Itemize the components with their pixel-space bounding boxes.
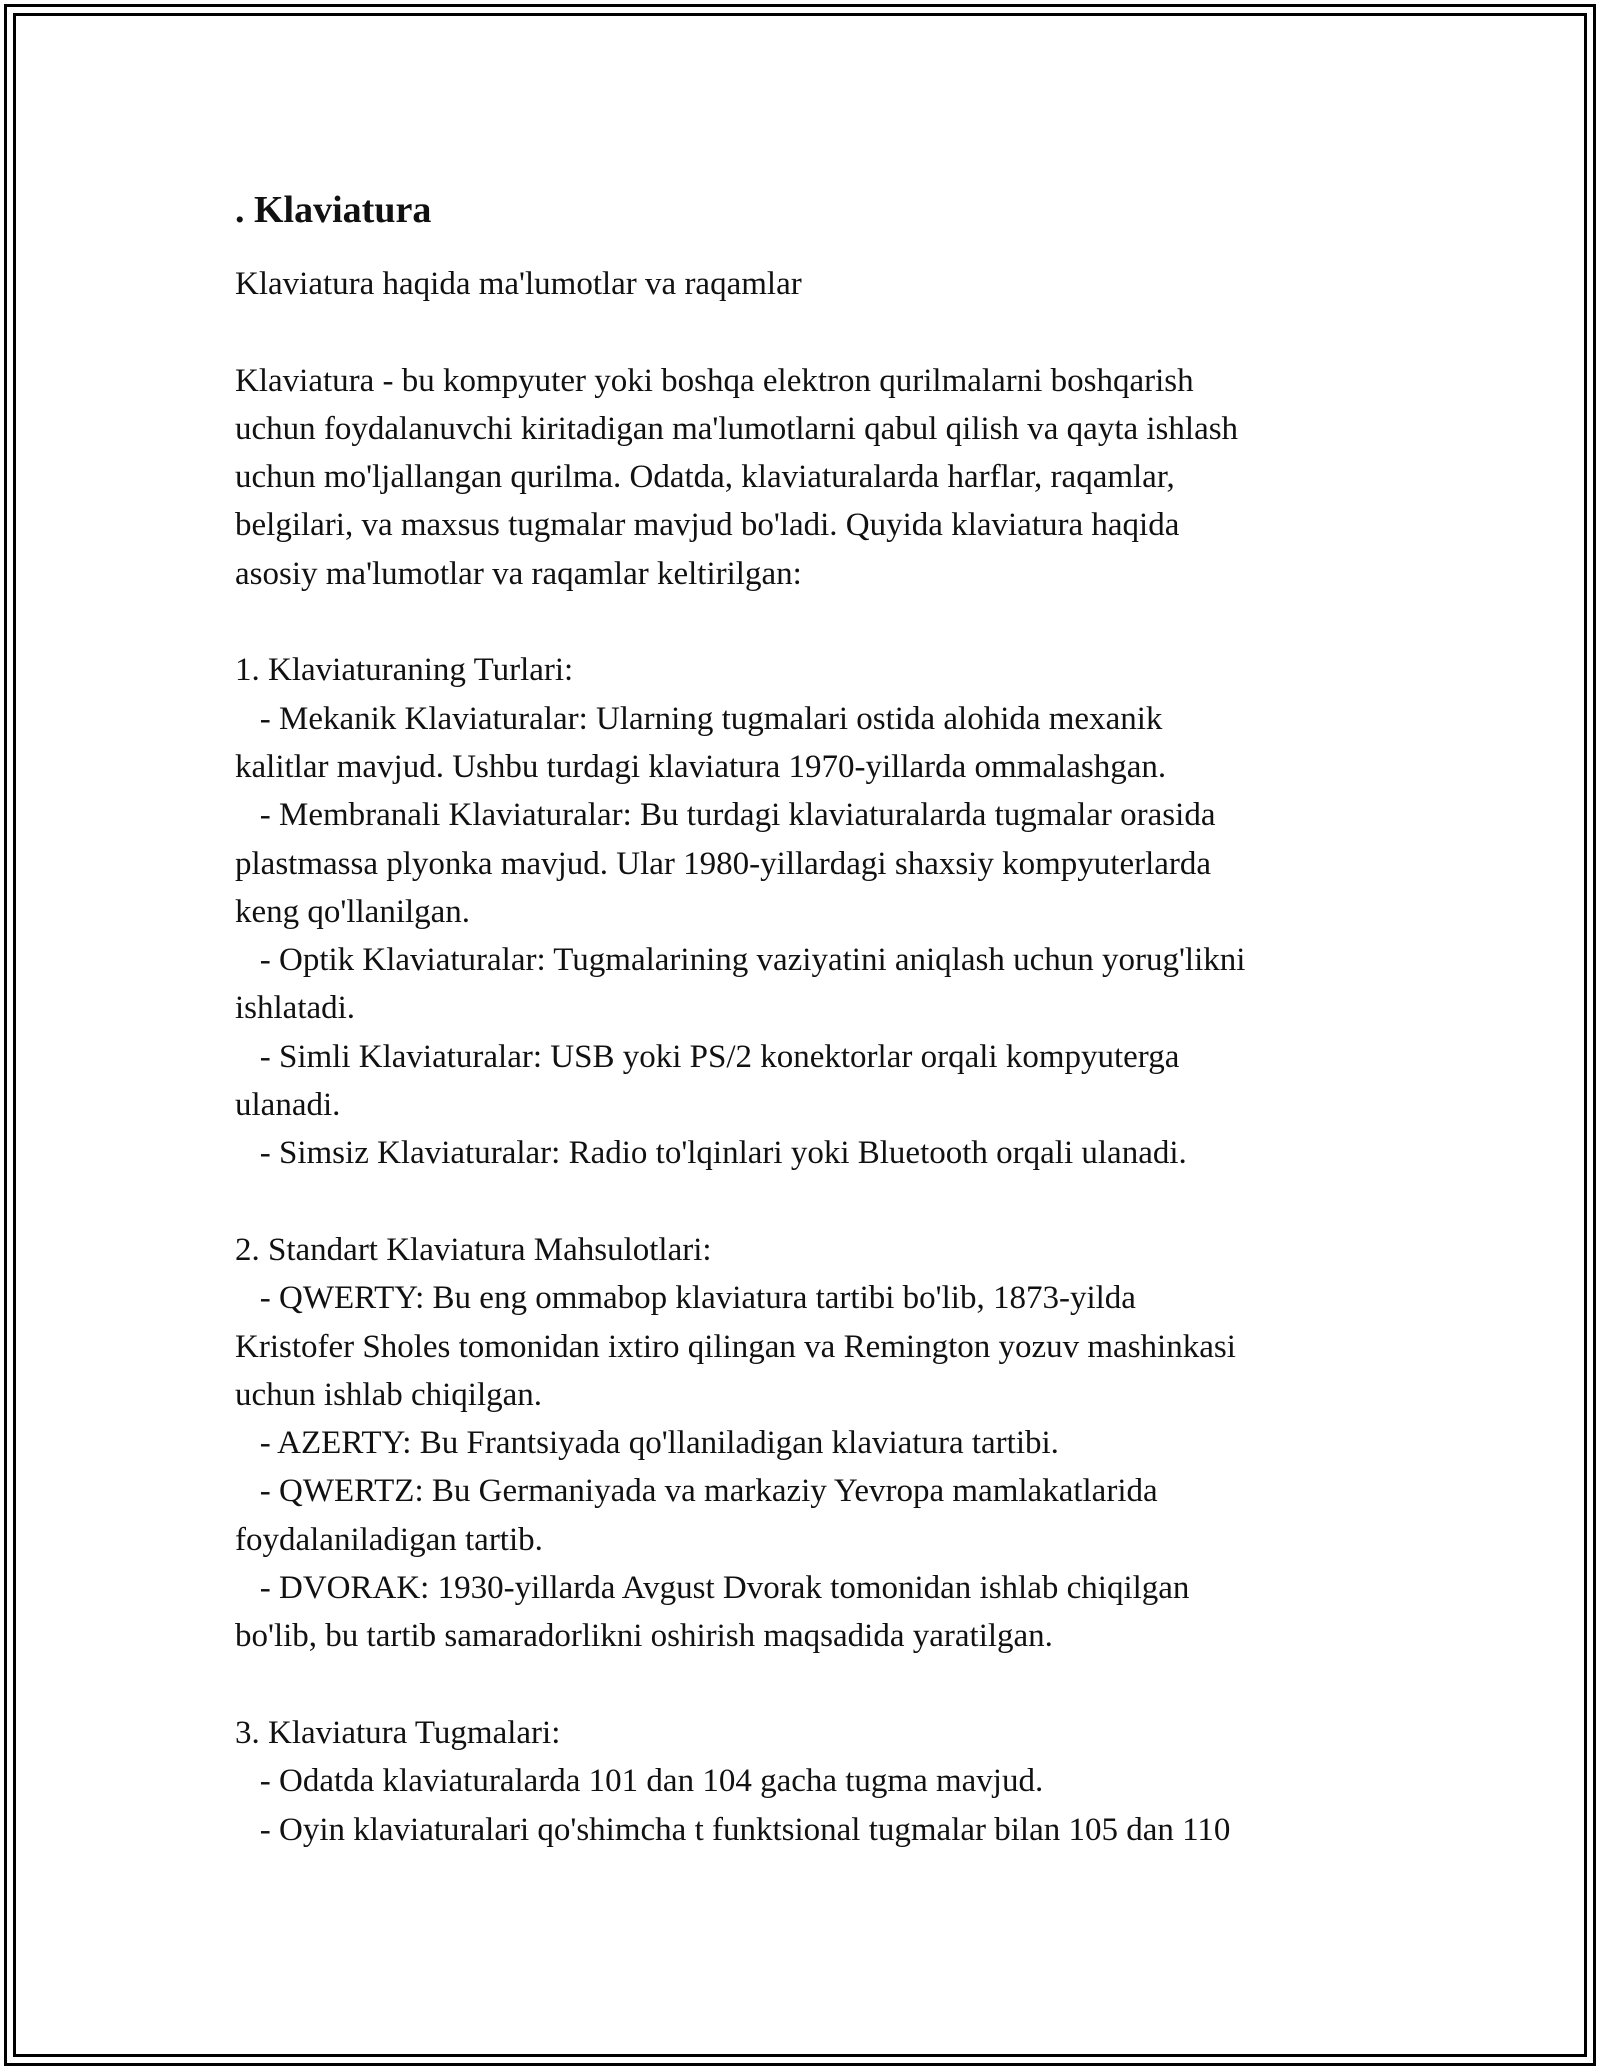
- text-line: 2. Standart Klaviatura Mahsulotlari:: [235, 1231, 712, 1268]
- text-line: - QWERTY: Bu eng ommabop klaviatura tartibi bo'lib, 1873-yilda: [235, 1280, 1136, 1317]
- text-line: asosiy ma'lumotlar va raqamlar keltirilgan:: [235, 555, 802, 592]
- text-line: Klaviatura haqida ma'lumotlar va raqamlar: [235, 266, 802, 302]
- text-line: uchun mo'ljallangan qurilma. Odatda, klaviaturalarda harflar, raqamlar,: [235, 459, 1175, 496]
- text-line: keng qo'llanilgan.: [235, 893, 471, 930]
- text-line: ishlatadi.: [235, 990, 356, 1027]
- text-line: Klaviatura - bu kompyuter yoki boshqa elektron qurilmalarni boshqarish: [235, 362, 1194, 399]
- text-line: uchun ishlab chiqilgan.: [235, 1376, 543, 1413]
- text-line: plastmassa plyonka mavjud. Ular 1980-yillardagi shaxsiy kompyuterlarda: [235, 845, 1212, 882]
- text-line: - DVORAK: 1930-yillarda Avgust Dvorak tomonidan ishlab chiqilgan: [235, 1570, 1190, 1607]
- text-line: - Odatda klaviaturalarda 101 dan 104 gacha tugma mavjud.: [235, 1763, 1044, 1800]
- text-line: - Optik Klaviaturalar: Tugmalarining vaziyatini aniqlash uchun yorug'likni: [235, 942, 1246, 979]
- text-line: belgilari, va maxsus tugmalar mavjud bo'ladi. Quyida klaviatura haqida: [235, 507, 1180, 544]
- text-line: - Oyin klaviaturalari qo'shimcha t funktsional tugmalar bilan 105 dan 110: [235, 1811, 1231, 1848]
- text-line: - AZERTY: Bu Frantsiyada qo'llaniladigan klaviatura tartibi.: [235, 1425, 1059, 1462]
- text-line: Kristofer Sholes tomonidan ixtiro qilingan va Remington yozuv mashinkasi: [235, 1328, 1236, 1365]
- text-line: - Simli Klaviaturalar: USB yoki PS/2 konektorlar orqali kompyuterga: [235, 1038, 1180, 1075]
- text-line: bo'lib, bu tartib samaradorlikni oshirish maqsadida yaratilgan.: [235, 1618, 1053, 1655]
- blank-line: [235, 1661, 1385, 1709]
- text-line: 1. Klaviaturaning Turlari:: [235, 652, 574, 689]
- blank-line: [235, 308, 1385, 356]
- text-lines: [235, 260, 1385, 1854]
- blank-line: [235, 1178, 1385, 1226]
- text-line: - QWERTZ: Bu Germaniyada va markaziy Yevropa mamlakatlarida: [235, 1473, 1158, 1510]
- text-line: uchun foydalanuvchi kiritadigan ma'lumotlarni qabul qilish va qayta ishlash: [235, 410, 1239, 447]
- text-line: ulanadi.: [235, 1087, 341, 1124]
- text-line: foydalaniladigan tartib.: [235, 1521, 543, 1558]
- text-line: - Membranali Klaviaturalar: Bu turdagi klaviaturalarda tugmalar orasida: [235, 797, 1216, 834]
- document-body: [235, 186, 1385, 1854]
- text-line: - Mekanik Klaviaturalar: Ularning tugmalari ostida alohida mexanik: [235, 700, 1163, 737]
- blank-line: [235, 598, 1385, 646]
- text-line: kalitlar mavjud. Ushbu turdagi klaviatura 1970-yillarda ommalashgan.: [235, 748, 1167, 785]
- document-heading: . Klaviatura: [235, 189, 432, 231]
- text-line: - Simsiz Klaviaturalar: Radio to'lqinlari yoki Bluetooth orqali ulanadi.: [235, 1135, 1187, 1172]
- text-line: 3. Klaviatura Tugmalari:: [235, 1714, 561, 1751]
